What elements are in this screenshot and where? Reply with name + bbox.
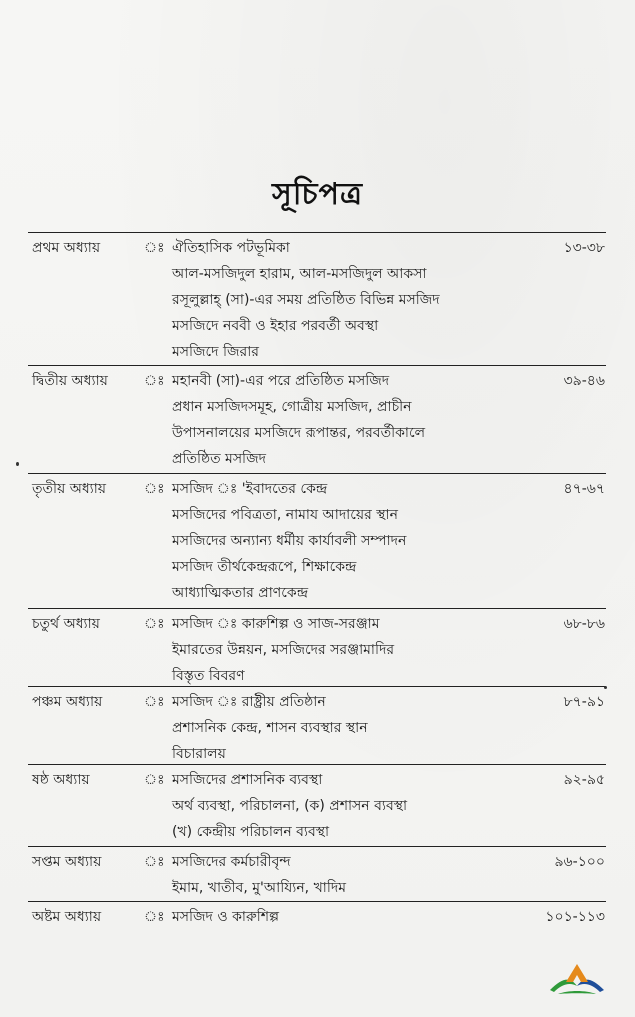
chapter-subline: মসজিদের পবিত্রতা, নামায আদায়ের স্থান [172,507,398,523]
divider [28,232,606,233]
chapter-pages: ১০১-১১৩ [545,909,605,925]
divider [28,365,606,366]
chapter-subline: আল-মসজিদুল হারাম, আল-মসজিদুল আকসা [172,266,427,282]
chapter-subline: বিস্তৃত বিবরণ [172,668,245,684]
chapter-title: মসজিদের কর্মচারীবৃন্দ [172,854,291,870]
chapter-subline: আধ্যাত্মিকতার প্রাণকেন্দ্র [172,585,309,601]
chapter-colon: ঃ [144,854,165,870]
chapter-label: ষষ্ঠ অধ্যায় [32,772,90,788]
chapter-label: তৃতীয় অধ্যায় [32,481,107,497]
chapter-subline: বিচারালয় [172,746,226,762]
logo-base [558,991,596,994]
chapter-pages: ৮৭-৯১ [563,694,605,710]
chapter-colon: ঃ [144,694,165,710]
chapter-subline: (খ) কেন্দ্রীয় পরিচালন ব্যবস্থা [172,824,330,840]
chapter-colon: ঃ [144,373,165,389]
divider [28,686,606,687]
chapter-label: প্রথম অধ্যায় [32,240,101,256]
chapter-colon: ঃ [144,909,165,925]
divider [28,473,606,474]
chapter-title: মহানবী (সা)-এর পরে প্রতিষ্ঠিত মসজিদ [172,373,390,389]
chapter-subline: মসজিদ তীর্থকেন্দ্ররূপে, শিক্ষাকেন্দ্র [172,559,357,575]
divider [28,901,606,902]
chapter-title: মসজিদ ঃ রাষ্ট্রীয় প্রতিষ্ঠান [172,694,326,710]
chapter-pages: ১৩-৩৮ [563,240,605,256]
chapter-label: অষ্টম অধ্যায় [32,909,102,925]
chapter-pages: ৯৬-১০০ [554,854,605,870]
chapter-subline: মসজিদে নববী ও ইহার পরবর্তী অবস্থা [172,318,379,334]
chapter-label: পঞ্চম অধ্যায় [32,694,103,710]
chapter-subline: মসজিদে জিরার [172,344,259,360]
divider [28,608,606,609]
chapter-subline: ইমারতের উন্নয়ন, মসজিদের সরঞ্জামাদির [172,642,395,658]
chapter-colon: ঃ [144,240,165,256]
chapter-pages: ৩৯-৪৬ [563,373,605,389]
chapter-title: মসজিদ ঃ 'ইবাদতের কেন্দ্র [172,481,328,497]
chapter-subline: অর্থ ব্যবস্থা, পরিচালনা, (ক) প্রশাসন ব্যবস্থা [172,798,408,814]
chapter-subline: প্রতিষ্ঠিত মসজিদ [172,451,266,467]
chapter-colon: ঃ [144,616,165,632]
chapter-subline: রসূলুল্লাহ্ (সা)-এর সময় প্রতিষ্ঠিত বিভিন্ন মসজিদ [172,292,440,308]
chapter-pages: ৪৭-৬৭ [563,481,605,497]
chapter-subline: প্রধান মসজিদসমূহ, গোত্রীয় মসজিদ, প্রাচীন [172,399,412,415]
chapter-colon: ঃ [144,481,165,497]
chapter-label: চতুর্থ অধ্যায় [32,616,100,632]
chapter-label: সপ্তম অধ্যায় [32,854,102,870]
chapter-subline: মসজিদের অন্যান্য ধর্মীয় কার্যাবলী সম্পাদন [172,533,407,549]
chapter-subline: উপাসনালয়ের মসজিদে রূপান্তর, পরবর্তীকালে [172,425,425,441]
ink-speck [16,462,19,466]
divider [28,764,606,765]
chapter-title: ঐতিহাসিক পটভূমিকা [172,240,290,256]
chapter-label: দ্বিতীয় অধ্যায় [32,373,108,389]
chapter-title: মসজিদ ও কারুশিল্প [172,909,279,925]
publisher-logo-icon [548,960,606,1000]
chapter-title: মসজিদের প্রশাসনিক ব্যবস্থা [172,772,323,788]
ink-speck [604,686,607,689]
logo-orange-peak [566,964,588,982]
chapter-subline: ইমাম, খাতীব, মু'আয্যিন, খাদিম [172,880,346,896]
chapter-colon: ঃ [144,772,165,788]
chapter-pages: ৯২-৯৫ [563,772,605,788]
page-title: সূচিপত্র [272,177,363,212]
chapter-subline: প্রশাসনিক কেন্দ্র, শাসন ব্যবস্থার স্থান [172,720,368,736]
chapter-title: মসজিদ ঃ কারুশিল্প ও সাজ-সরঞ্জাম [172,616,380,632]
chapter-pages: ৬৮-৮৬ [563,616,605,632]
divider [28,846,606,847]
